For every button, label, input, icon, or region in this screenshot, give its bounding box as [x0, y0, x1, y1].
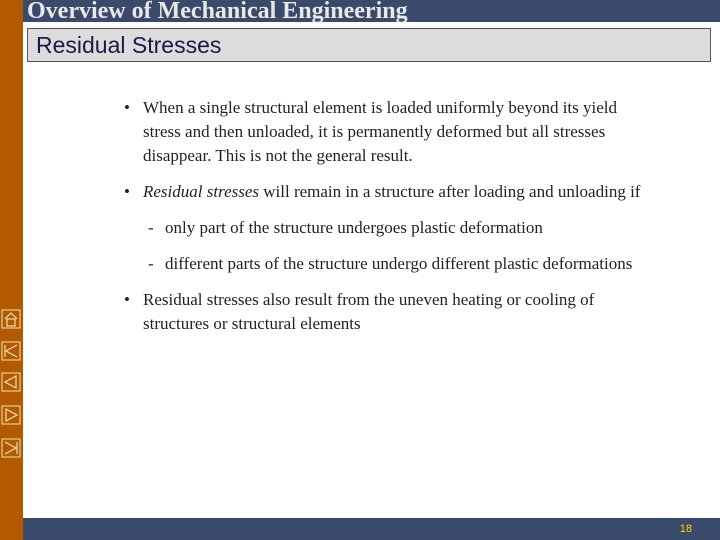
- bullet-mark: •: [124, 182, 130, 201]
- slide-subtitle: Residual Stresses: [36, 32, 222, 58]
- emphasis-text: Residual stresses: [143, 182, 260, 201]
- last-slide-button[interactable]: [1, 438, 21, 458]
- page-number: 18: [679, 523, 692, 535]
- previous-slide-icon: [1, 372, 21, 392]
- bullet-text: will remain in a structure after loading and unloading if: [259, 182, 641, 201]
- bullet-text: Residual stresses also result from the uneven heating or cooling of structures or structural elements: [143, 290, 595, 333]
- home-button[interactable]: [1, 309, 21, 329]
- left-accent-bar: [0, 0, 23, 540]
- sub-bullet-item: [124, 216, 644, 240]
- dash-mark: -: [148, 218, 154, 237]
- footer-band: [0, 518, 720, 540]
- slide-title: Overview of Mechanical Engineering: [27, 0, 408, 24]
- slide-content: [124, 96, 644, 348]
- bullet-mark: •: [124, 290, 130, 309]
- last-slide-icon: [1, 438, 21, 458]
- bullet-mark: •: [124, 98, 130, 117]
- bullet-item: [124, 288, 644, 336]
- bullet-item: [124, 180, 644, 204]
- next-slide-icon: [1, 405, 21, 425]
- bullet-text: When a single structural element is loaded uniformly beyond its yield stress and then unloaded, it is permanently deformed but all stresses disappear. This is not the general result.: [143, 98, 617, 165]
- subtitle-box: [27, 28, 711, 62]
- sub-bullet-item: [124, 252, 644, 276]
- previous-slide-button[interactable]: [1, 372, 21, 392]
- bullet-item: [124, 96, 644, 168]
- next-slide-button[interactable]: [1, 405, 21, 425]
- footer-accent: [0, 518, 23, 540]
- home-icon: [1, 309, 21, 329]
- first-slide-icon: [1, 341, 21, 361]
- sub-bullet-text: different parts of the structure undergo different plastic deformations: [165, 254, 633, 273]
- dash-mark: -: [148, 254, 154, 273]
- first-slide-button[interactable]: [1, 341, 21, 361]
- sub-bullet-text: only part of the structure undergoes plastic deformation: [165, 218, 543, 237]
